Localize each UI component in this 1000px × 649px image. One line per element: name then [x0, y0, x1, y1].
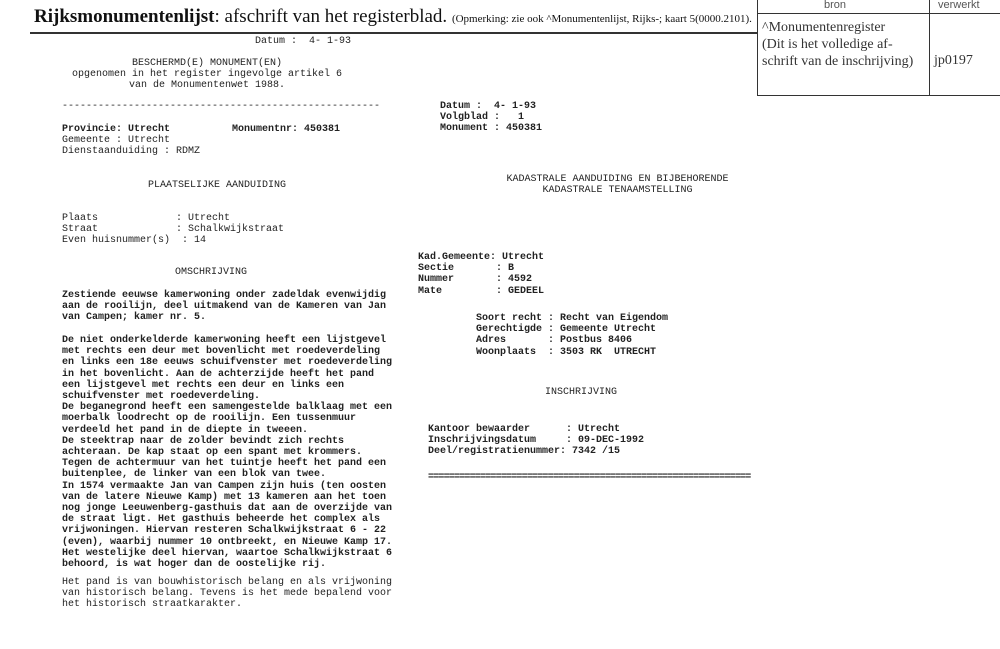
description-line: behoord, is wat hoger dan de oostelijke rij. — [62, 559, 327, 571]
source-box — [757, 0, 1000, 96]
cadastral-line: Kad.Gemeente: Utrecht — [418, 252, 545, 263]
description-line: en links een 18e eeuws schuifvenster met roedeverdeling — [62, 357, 393, 369]
description-heading: OMSCHRIJVING — [175, 267, 248, 278]
document-title — [34, 6, 752, 28]
title-main: Rijksmonumentenlijst — [34, 6, 215, 27]
description-line: (even), waarbij nummer 10 ontbreekt, en Nieuwe Kamp 17. — [62, 536, 393, 548]
description-line: Het westelijke deel hiervan, waartoe Schalkwijkstraat 6 — [62, 547, 393, 559]
description-line: achteraan. De kap staat op een spant met krommers. — [62, 447, 363, 459]
processed-code: jp0197 — [934, 53, 973, 68]
description-line: van historisch belang. Tevens is het mede bepalend voor — [62, 588, 393, 600]
rights-line: Gerechtigde : Gemeente Utrecht — [476, 324, 657, 336]
left-date: Datum : 4- 1-93 — [255, 36, 352, 47]
title-note: (Opmerking: zie ook ^Monumentenlijst, Rijks-; kaart 5(0000.2101). — [451, 13, 752, 25]
description-line: De beganegrond heeft een samengestelde balklaag met een — [62, 402, 393, 414]
monumentnr: Monumentnr: 450381 — [232, 124, 341, 135]
heading-line: BESCHERMD(E) MONUMENT(EN) — [131, 58, 283, 69]
description-line: moerbalk loodrecht op de rooilijn. Een tussenmuur — [62, 413, 357, 425]
gemeente: Gemeente : Utrecht — [62, 135, 171, 146]
right-divider: ============================================================== — [428, 472, 751, 483]
description-line: De steektrap naar de zolder bevindt zich rechts — [62, 435, 345, 447]
cadastral-list — [418, 252, 544, 297]
source-box-header — [758, 0, 1000, 14]
description-line: De niet onderkelderde kamerwoning heeft een lijstgevel — [62, 335, 387, 346]
left-divider: ----------------------------------------------------- — [62, 101, 381, 112]
description-line: In 1574 vermaakte Jan van Campen zijn huis (ten oosten — [62, 480, 387, 492]
divider — [929, 0, 930, 95]
cadastral-line: Sectie : B — [418, 263, 515, 275]
location-line: Even huisnummer(s) : 14 — [62, 235, 207, 247]
registration-line: Inschrijvingsdatum : 09-DEC-1992 — [428, 435, 645, 447]
description-line: een lijstgevel met rechts een deur en links een — [62, 379, 345, 391]
description-line: buitenplee, de linker van een blok van twee. — [62, 469, 327, 481]
source-text — [762, 19, 913, 70]
meta-line: Datum : 4- 1-93 — [440, 101, 537, 112]
description-para-2 — [62, 335, 392, 570]
registration-list — [428, 424, 644, 458]
description-line: aan de rooilijn, deel uitmakend van de Kameren van Jan — [62, 301, 387, 313]
provincie: Provincie: Utrecht — [62, 124, 171, 135]
cadastral-line: Nummer : 4592 — [418, 274, 533, 286]
description-line: Tegen de achtermuur van het tuintje heeft het pand een — [62, 458, 387, 470]
heading-line: van de Monumentenwet 1988. — [128, 80, 286, 92]
source-line: ^Monumentenregister — [762, 20, 886, 35]
rights-list — [476, 313, 668, 358]
location-line: Straat : Schalkwijkstraat — [62, 224, 285, 236]
description-line: nog jonge Leeuwenberg-gasthuis dat aan de overzijde van — [62, 503, 393, 515]
dienstaanduiding: Dienstaanduiding : RDMZ — [62, 146, 201, 157]
meta-line: Monument : 450381 — [440, 123, 543, 135]
description-line: vrijwoningen. Hiervan resteren Schalkwijkstraat 6 - 22 — [62, 525, 387, 537]
description-line: het historisch straatkarakter. — [62, 599, 243, 611]
description-line: Zestiende eeuwse kamerwoning onder zadeldak evenwijdig — [62, 290, 387, 301]
heading-line: KADASTRALE AANDUIDING EN BIJBEHORENDE — [506, 174, 729, 185]
description-para-3 — [62, 577, 392, 611]
col-processed: verwerkt — [938, 0, 980, 11]
title-rest: : afschrift van het registerblad. — [214, 6, 448, 27]
description-line: de straat ligt. Het gasthuis beheerde het complex als — [62, 514, 381, 526]
location-heading: PLAATSELIJKE AANDUIDING — [148, 180, 287, 191]
description-para-1 — [62, 290, 386, 324]
cadastral-line: Mate : GEDEEL — [418, 285, 545, 297]
registration-heading: INSCHRIJVING — [545, 387, 618, 398]
registration-line: Deel/registratienummer: 7342 /15 — [428, 446, 621, 458]
description-line: in het bovenlicht. Aan de achterzijde heeft het pand — [62, 368, 375, 380]
col-source: bron — [824, 0, 847, 11]
location-line: Plaats : Utrecht — [62, 213, 231, 224]
meta-line: Volgblad : 1 — [440, 112, 525, 124]
heading-line: KADASTRALE TENAAMSTELLING — [542, 185, 693, 197]
right-meta — [440, 101, 542, 135]
description-line: van Campen; kamer nr. 5. — [62, 312, 207, 324]
registration-line: Kantoor bewaarder : Utrecht — [428, 424, 621, 435]
source-line: schrift van de inschrijving) — [762, 54, 914, 69]
title-rule — [30, 32, 757, 34]
description-line: verdeeld het pand in de diepte in tweeen. — [62, 424, 309, 436]
description-line: schuifvenster met roedeverdeling. — [62, 391, 261, 403]
description-line: van de latere Nieuwe Kamp) met 13 kameren aan het toen — [62, 491, 387, 503]
description-line: Het pand is van bouwhistorisch belang en als vrijwoning — [62, 577, 393, 588]
description-line: met rechts een deur met bovenlicht met roedeverdeling — [62, 346, 381, 358]
protected-heading — [62, 58, 352, 92]
rights-line: Soort recht : Recht van Eigendom — [476, 313, 669, 324]
rights-line: Woonplaats : 3503 RK UTRECHT — [476, 346, 657, 358]
rights-line: Adres : Postbus 8406 — [476, 335, 633, 347]
location-list — [62, 213, 284, 247]
heading-line: opgenomen in het register ingevolge artikel 6 — [71, 69, 343, 81]
source-line: (Dit is het volledige af- — [762, 37, 893, 52]
cadastral-heading — [440, 174, 795, 196]
